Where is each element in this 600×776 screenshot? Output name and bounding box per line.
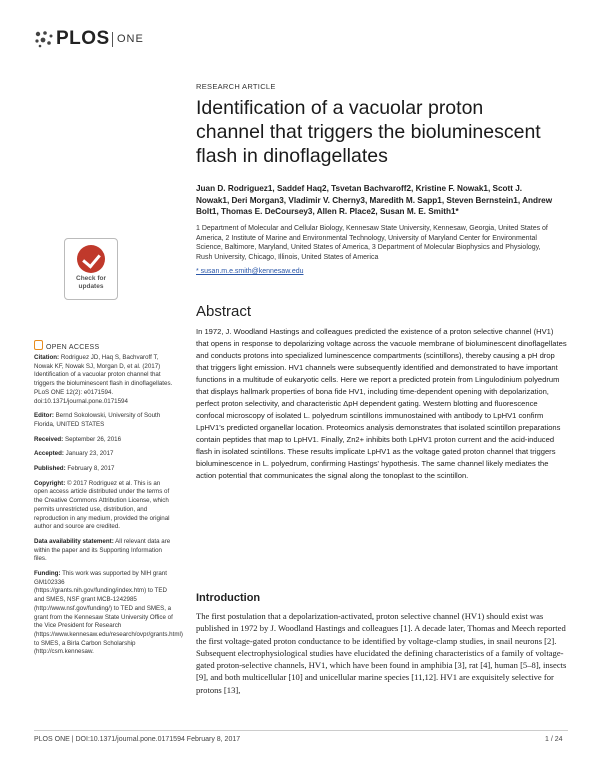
logo-journal: ONE (117, 33, 144, 45)
received-text: September 26, 2016 (64, 435, 122, 443)
data-availability-text: All relevant data are within the paper and its Supporting Information files. (34, 537, 171, 563)
published-entry (34, 465, 174, 474)
badge-line1: Check for (76, 275, 106, 282)
accepted-entry (34, 450, 174, 459)
citation-text: Rodriguez JD, Haq S, Bachvaroff T, Nowak KF, Nowak SJ, Morgan D, et al. (2017) Identification of a vacuolar proton channel that triggers the bioluminescent flash in dinoflagellates. PLoS ONE 12(2): e0171594. doi:10.1371/journal.pone.0171594 (34, 354, 173, 405)
editor-entry (34, 412, 174, 429)
copyright-text: © 2017 Rodriguez et al. This is an open access article distributed under the terms of the Creative Commons Attribution License, which permits unrestricted use, distribution, and reproduction in any medium, provided the original author and source are credited. (34, 479, 170, 531)
footer-citation: PLOS ONE | DOI:10.1371/journal.pone.0171594 February 8, 2017 (34, 736, 241, 743)
introduction-body: The first postulation that a depolarization-activated, proton selective channel (HV1) should exist was published in 1972 by J. Woodland Hastings and colleagues [1]. A decade later, Thomas and Meech reported the first voltage-gated proton conductance to be identified by voltage-clamp studies, in snail neurons [2]. Subsequent electrophysiological studies have elucidated the defining characteristics of a family of voltage-gated proton-selective channels, HV1, which have been found in amphibia [3], rat [4], human [5–8], insects [9], and both multicellular [10] and unicellular marine species [11,12]. HV1 are exquisitely selective for protons [13], (196, 611, 567, 695)
abstract-heading: Abstract (196, 303, 252, 320)
received-label: Received: (34, 435, 64, 443)
introduction-heading: Introduction (196, 592, 261, 604)
data-availability-entry (34, 538, 174, 564)
plos-dots-icon (34, 30, 56, 48)
logo-divider (112, 32, 113, 47)
received-entry (34, 436, 174, 445)
footer-divider (34, 730, 568, 731)
plos-one-logo (34, 28, 154, 50)
open-access-lock-icon (34, 340, 43, 350)
email-link[interactable]: * susan.m.e.smith@kennesaw.edu (196, 268, 304, 275)
published-label: Published: (34, 465, 66, 473)
copyright-entry (34, 480, 174, 532)
corresponding-email[interactable] (196, 268, 304, 275)
check-updates-icon (77, 245, 105, 273)
published-text: February 8, 2017 (67, 465, 115, 473)
article-info-sidebar (34, 354, 183, 663)
page-number: 1 / 24 (545, 736, 563, 743)
open-access-text: OPEN ACCESS (46, 344, 100, 351)
citation-entry (34, 354, 174, 406)
logo-brand: PLOS (56, 28, 110, 49)
article-title: Identification of a vacuolar proton channel that triggers the bioluminescent flash in dinoflagellates (196, 97, 541, 167)
editor-label: Editor: (34, 412, 54, 420)
funding-entry (34, 570, 183, 657)
badge-line2: updates (78, 282, 104, 290)
accepted-label: Accepted: (34, 450, 64, 458)
abstract-body: In 1972, J. Woodland Hastings and colleagues predicted the existence of a proton selective channel (HV1) that opens in response to depolarizing voltage across the vacuole membrane of bioluminescent dinoflagellates and conducts protons into specialized luminescence compartments (scintillons), thereby causing a pH drop that triggers light emission. HV1 channels were subsequently identified and demonstrated to have important functions in a multitude of eukaryotic cells. Here we report a predicted protein from Lingulodinium polyedrum that displays hallmark properties of bona fide HV1, including time-dependent opening with depolarization, perfect proton selectivity, and characteristic ΔpH dependent gating. Western blotting and fluorescence confocal microscopy of isolated L. polyedrum scintillons immunostained with antibody to LpHV1 confirm LpHV1's predicted organellar location. Proteomics analysis demonstrates that isolated scintillon preparations contain peptides that map to LpHV1. Finally, Zn2+ inhibits both LpHV1 proton current and the acid-induced flash in isolated scintillons. These results implicate LpHV1 as the voltage gated proton channel that triggers bioluminescence in L. polyedrum, confirming Hastings' hypothesis. The same channel likely mediates the action potential that communicates the signal along the tonoplast to the scintillon. (196, 327, 567, 480)
funding-text: This work was supported by NIH grant GM102336 (https://grants.nih.gov/funding/index.htm) to TED and SMES, NSF grant MCB-1242985 (http://www.nsf.gov/funding/) to TED and SMES, a grant from the Kennesaw State University Office of the Vice President for Research (https://www.kennesaw.edu/research/ovpr/grants.html) to SMES, a Birla Carbon Scholarship (http://csm.kennesaw. (34, 570, 183, 656)
funding-label: Funding: (34, 570, 61, 578)
editor-text: Bernd Sokolowski, University of South Florida, UNITED STATES (34, 412, 161, 428)
article-type: RESEARCH ARTICLE (196, 82, 276, 91)
check-for-updates-badge[interactable] (64, 238, 118, 300)
accepted-text: January 23, 2017 (65, 450, 114, 458)
affiliations: 1 Department of Molecular and Cellular Biology, Kennesaw State University, Kennesaw, Georgia, United States of America, 2 Institute of Marine and Environmental Technology, University of Maryland Center for Environmental Science, Baltimore, Maryland, United States of America, 3 Department of Molecular Biophysics and Physiology, Rush University, Chicago, Illinois, United States of America (196, 225, 548, 261)
copyright-label: Copyright: (34, 479, 66, 487)
open-access-label (34, 340, 99, 351)
citation-label: Citation: (34, 354, 60, 361)
author-list: Juan D. Rodriguez1, Saddef Haq2, Tsvetan Bachvaroff2, Kristine F. Nowak1, Scott J. Nowak1, Deri Morgan3, Vladimir V. Cherny3, Maredith M. Sapp1, Steven Bernstein1, Andrew Bolt1, Thomas E. DeCoursey3, Allen R. Place2, Susan M. E. Smith1* (196, 184, 553, 216)
data-availability-label: Data availability statement: (34, 537, 114, 545)
